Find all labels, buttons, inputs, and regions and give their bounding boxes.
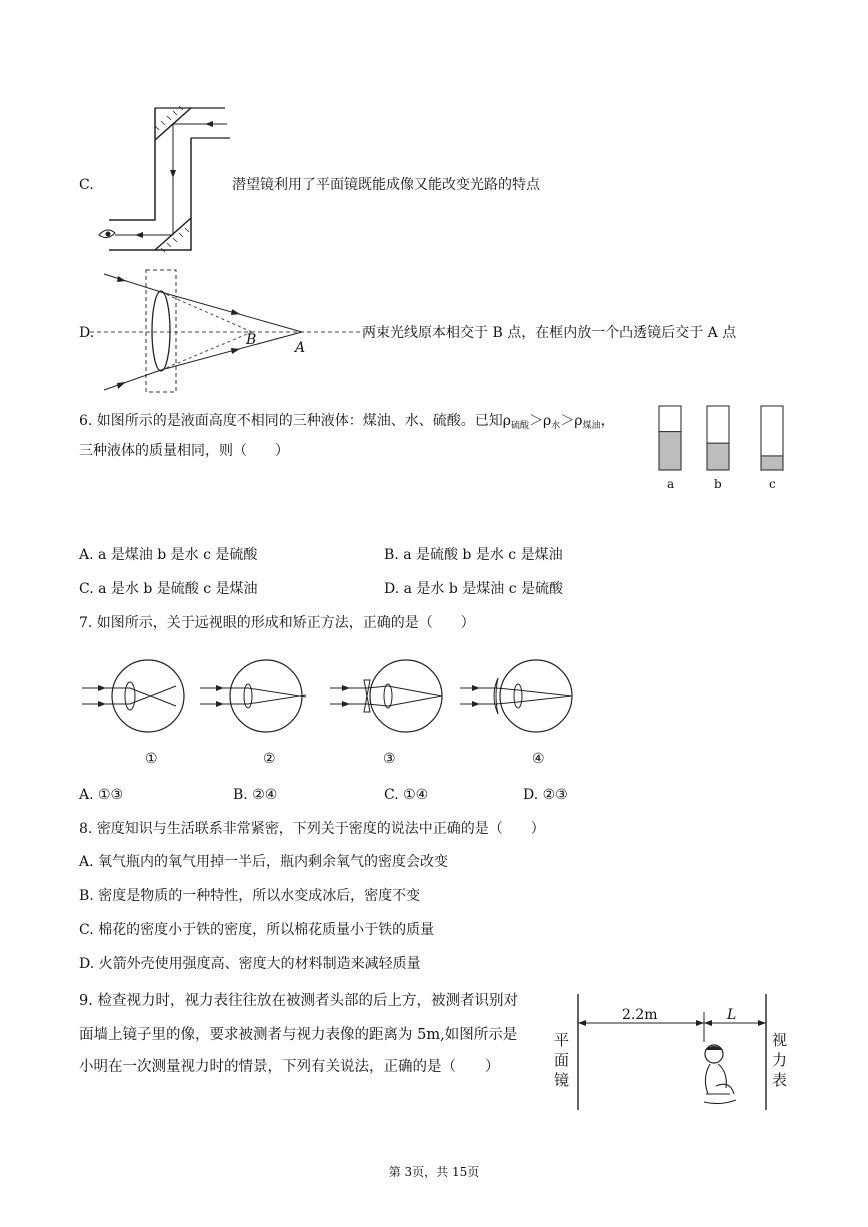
q9-stem-line3: 小明在一次测量视力时的情景，下列有关说法，正确的是（ ） (79, 1059, 500, 1075)
q7-option-d: D. ②③ (523, 787, 568, 803)
periscope-figure (95, 100, 235, 260)
chart-label: 视力表 (772, 1031, 788, 1089)
eye-label-1: ① (145, 751, 158, 767)
eye-label-2: ② (263, 751, 276, 767)
q6-gt-2: ＞ρ (560, 413, 583, 429)
liquid-b (707, 443, 729, 470)
q8-option-b: B. 密度是物质的一种特性，所以水变成冰后，密度不变 (79, 888, 421, 904)
q8-stem: 8. 密度知识与生活联系非常紧密，下列关于密度的说法中正确的是（ ） (79, 821, 545, 837)
q6-stem-line1 (79, 412, 615, 435)
q8-option-c: C. 棉花的密度小于铁的密度，所以棉花质量小于铁的质量 (79, 922, 435, 938)
q5-option-d-letter: D. (79, 325, 95, 341)
container-label-c: c (769, 477, 776, 491)
liquid-c (761, 456, 783, 470)
q7-stem: 7. 如图所示，关于远视眼的形成和矫正方法，正确的是（ ） (79, 615, 475, 631)
q6-gt-1: ＞ρ (529, 413, 552, 429)
q6-option-d: D. a 是水 b 是煤油 c 是硫酸 (384, 581, 564, 597)
point-b-label: B (246, 332, 257, 348)
q6-stem-end: ， (600, 413, 615, 429)
container-label-b: b (714, 477, 722, 491)
q6-option-a: A. a 是煤油 b 是水 c 是硫酸 (79, 547, 258, 563)
point-a-label: A (295, 340, 306, 356)
eye-label-4: ④ (532, 751, 545, 767)
page-footer: 第 3页，共 15页 (388, 1165, 480, 1179)
eye-test-figure (570, 990, 770, 1115)
q5-option-c-text: 潜望镜利用了平面镜既能成像又能改变光路的特点 (232, 177, 540, 193)
rho-water-sub: 水 (551, 421, 561, 431)
mirror-label: 平面镜 (554, 1031, 570, 1089)
q7-option-a: A. ①③ (79, 787, 124, 803)
q6-option-c: C. a 是水 b 是硫酸 c 是煤油 (79, 581, 258, 597)
liquid-a (659, 432, 681, 470)
q5-option-d-text: 两束光线原本相交于 B 点，在框内放一个凸透镜后交于 A 点 (362, 325, 737, 341)
q9-stem-line1: 9. 检查视力时，视力表往往放在被测者头部的后上方，被测者识别对 (79, 993, 518, 1009)
container-label-a: a (667, 477, 675, 491)
q7-option-c: C. ①④ (384, 787, 429, 803)
q5-option-c-letter: C. (79, 177, 94, 193)
q8-option-a: A. 氧气瓶内的氧气用掉一半后，瓶内剩余氧气的密度会改变 (79, 854, 449, 870)
q7-option-b: B. ②④ (233, 787, 278, 803)
q6-stem-line2: 三种液体的质量相同，则（ ） (79, 443, 289, 459)
q6-stem-pre: 6. 如图所示的是液面高度不相同的三种液体：煤油、水、硫酸。已知ρ (79, 413, 512, 429)
eye-diagrams-figure (78, 648, 578, 744)
rho-kerosene-sub: 煤油 (582, 421, 601, 431)
q9-stem-line2: 面墙上镜子里的像，要求被测者与视力表像的距离为 5m,如图所示是 (79, 1027, 518, 1043)
eye-label-3: ③ (383, 751, 396, 767)
distance-2-2m-label: 2.2m (622, 1007, 658, 1023)
distance-l-label: L (727, 1007, 737, 1023)
q6-option-b: B. a 是硫酸 b 是水 c 是煤油 (384, 547, 563, 563)
lens-figure (90, 262, 360, 397)
q8-option-d: D. 火箭外壳使用强度高、密度大的材料制造来减轻质量 (79, 956, 421, 972)
rho-sulfuric-sub: 硫酸 (511, 421, 530, 431)
